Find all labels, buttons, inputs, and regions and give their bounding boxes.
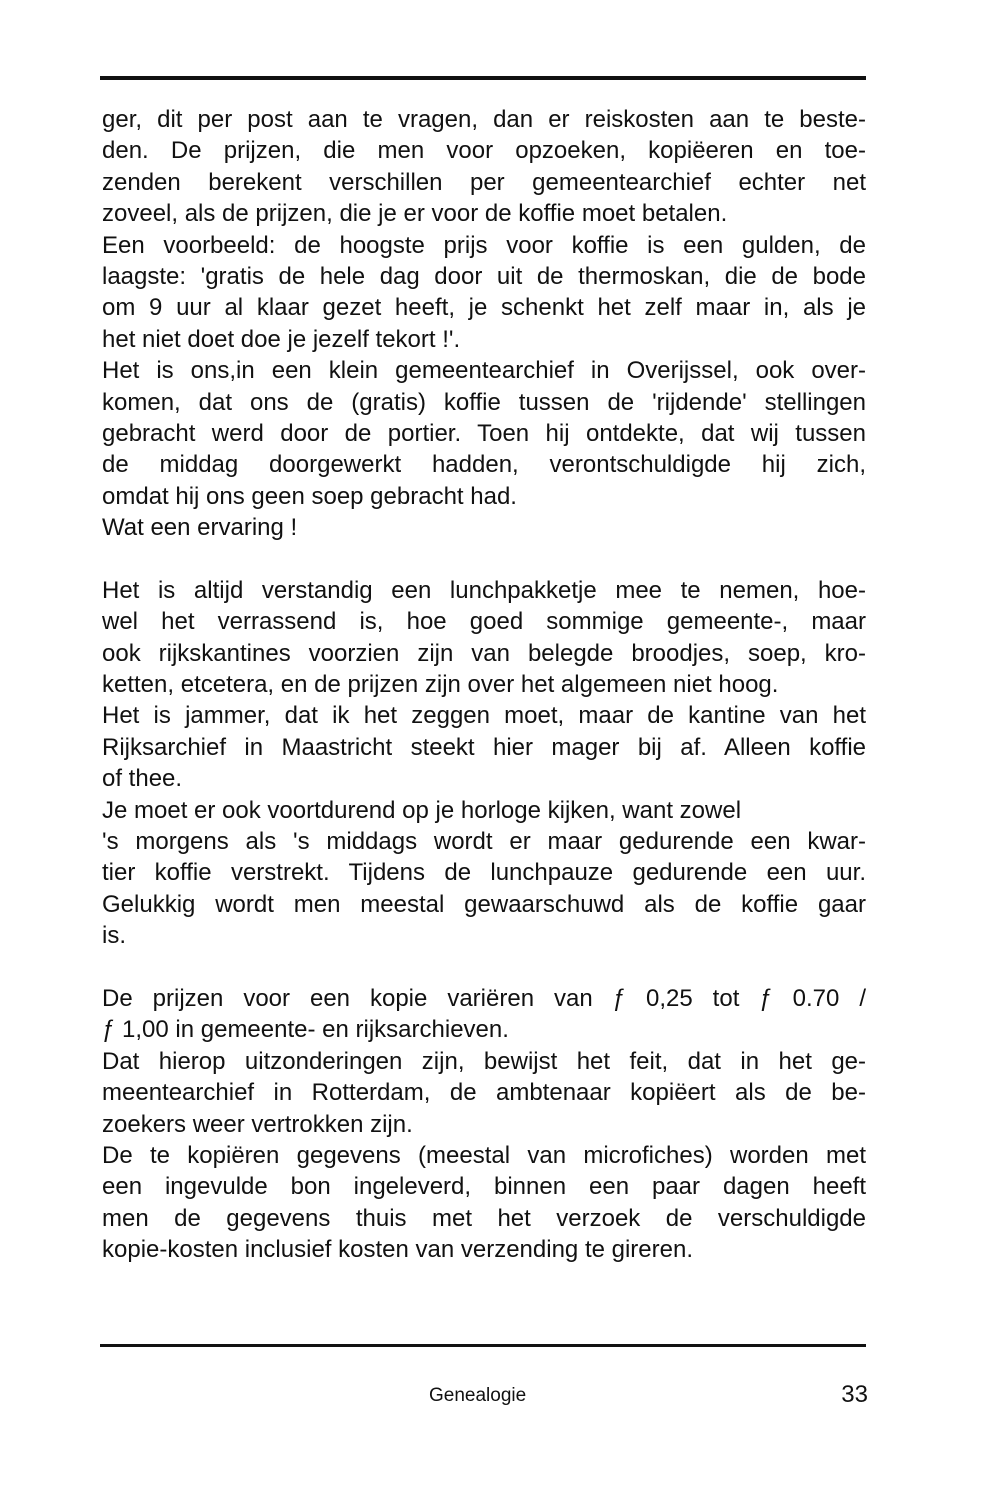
text-line: om 9 uur al klaar gezet heeft, je schenkt het zelf maar in, als je <box>102 294 866 322</box>
text-line: een ingevulde bon ingeleverd, binnen een paar dagen heeft <box>102 1173 866 1201</box>
paragraph <box>102 1140 866 1266</box>
paragraph <box>102 575 866 701</box>
text-line: de middag doorgewerkt hadden, verontschuldigde hij zich, <box>102 451 866 479</box>
journal-title: Genealogie <box>429 1385 527 1406</box>
header-rule <box>100 76 866 80</box>
text-line: tier koffie verstrekt. Tijdens de lunchpauze gedurende een uur. <box>102 859 866 887</box>
text-line: is. <box>102 922 126 950</box>
text-line: den. De prijzen, die men voor opzoeken, kopiëeren en toe- <box>102 137 866 165</box>
paragraph <box>102 512 866 543</box>
text-line: ketten, etcetera, en de prijzen zijn over het algemeen niet hoog. <box>102 671 779 699</box>
text-line: komen, dat ons de (gratis) koffie tussen de 'rijdende' stellingen <box>102 388 866 416</box>
text-line: omdat hij ons geen soep gebracht had. <box>102 482 517 510</box>
paragraph <box>102 355 866 512</box>
text-line: kopie-kosten inclusief kosten van verzending te gireren. <box>102 1236 693 1264</box>
text-line: laagste: 'gratis de hele dag door uit de thermoskan, die de bode <box>102 262 866 290</box>
text-line: Gelukkig wordt men meestal gewaarschuwd als de koffie gaar <box>102 890 866 918</box>
paragraph <box>102 1046 866 1140</box>
text-line: zoekers weer vertrokken zijn. <box>102 1110 413 1138</box>
text-line: 's morgens als 's middags wordt er maar gedurende een kwar- <box>102 827 866 855</box>
footer-rule <box>100 1344 866 1347</box>
paragraph <box>102 104 866 230</box>
text-line: Het is jammer, dat ik het zeggen moet, maar de kantine van het <box>102 702 866 730</box>
paragraph <box>102 700 866 794</box>
text-line: Een voorbeeld: de hoogste prijs voor koffie is een gulden, de <box>102 231 866 259</box>
text-line: De te kopiëren gegevens (meestal van microfiches) worden met <box>102 1141 866 1169</box>
paragraph-gap <box>102 543 866 574</box>
paragraph-gap <box>102 952 866 983</box>
text-line: meentearchief in Rotterdam, de ambtenaar kopiëert als de be- <box>102 1079 866 1107</box>
text-line: zenden berekent verschillen per gemeentearchief echter net <box>102 168 866 196</box>
text-line: Wat een ervaring ! <box>102 514 298 542</box>
text-line: men de gegevens thuis met het verzoek de verschuldigde <box>102 1204 866 1232</box>
text-line: Rijksarchief in Maastricht steekt hier mager bij af. Alleen koffie <box>102 733 866 761</box>
text-line: Dat hierop uitzonderingen zijn, bewijst het feit, dat in het ge- <box>102 1047 866 1075</box>
text-line: ƒ 1,00 in gemeente- en rijksarchieven. <box>102 1016 509 1044</box>
paragraph <box>102 795 866 952</box>
page-number: 33 <box>841 1381 868 1408</box>
text-line: of thee. <box>102 765 183 793</box>
text-line: het niet doet doe je jezelf tekort !'. <box>102 325 461 353</box>
text-line: Je moet er ook voortdurend op je horloge kijken, want zowel <box>102 796 742 824</box>
text-line: Het is altijd verstandig een lunchpakketje mee te nemen, hoe- <box>102 576 866 604</box>
paragraph <box>102 230 866 356</box>
page-body <box>102 104 866 1265</box>
text-line: ook rijkskantines voorzien zijn van belegde broodjes, soep, kro- <box>102 639 866 667</box>
text-line: Het is ons,in een klein gemeentearchief in Overijssel, ook over- <box>102 357 866 385</box>
text-line: ger, dit per post aan te vragen, dan er reiskosten aan te beste- <box>102 106 866 133</box>
text-line: zoveel, als de prijzen, die je er voor de koffie moet betalen. <box>102 200 728 228</box>
text-line: wel het verrassend is, hoe goed sommige gemeente-, maar <box>102 608 866 636</box>
paragraph <box>102 983 866 1046</box>
text-line: De prijzen voor een kopie variëren van ƒ 0,25 tot ƒ 0.70 / <box>102 984 866 1012</box>
text-line: gebracht werd door de portier. Toen hij ontdekte, dat wij tussen <box>102 419 866 447</box>
